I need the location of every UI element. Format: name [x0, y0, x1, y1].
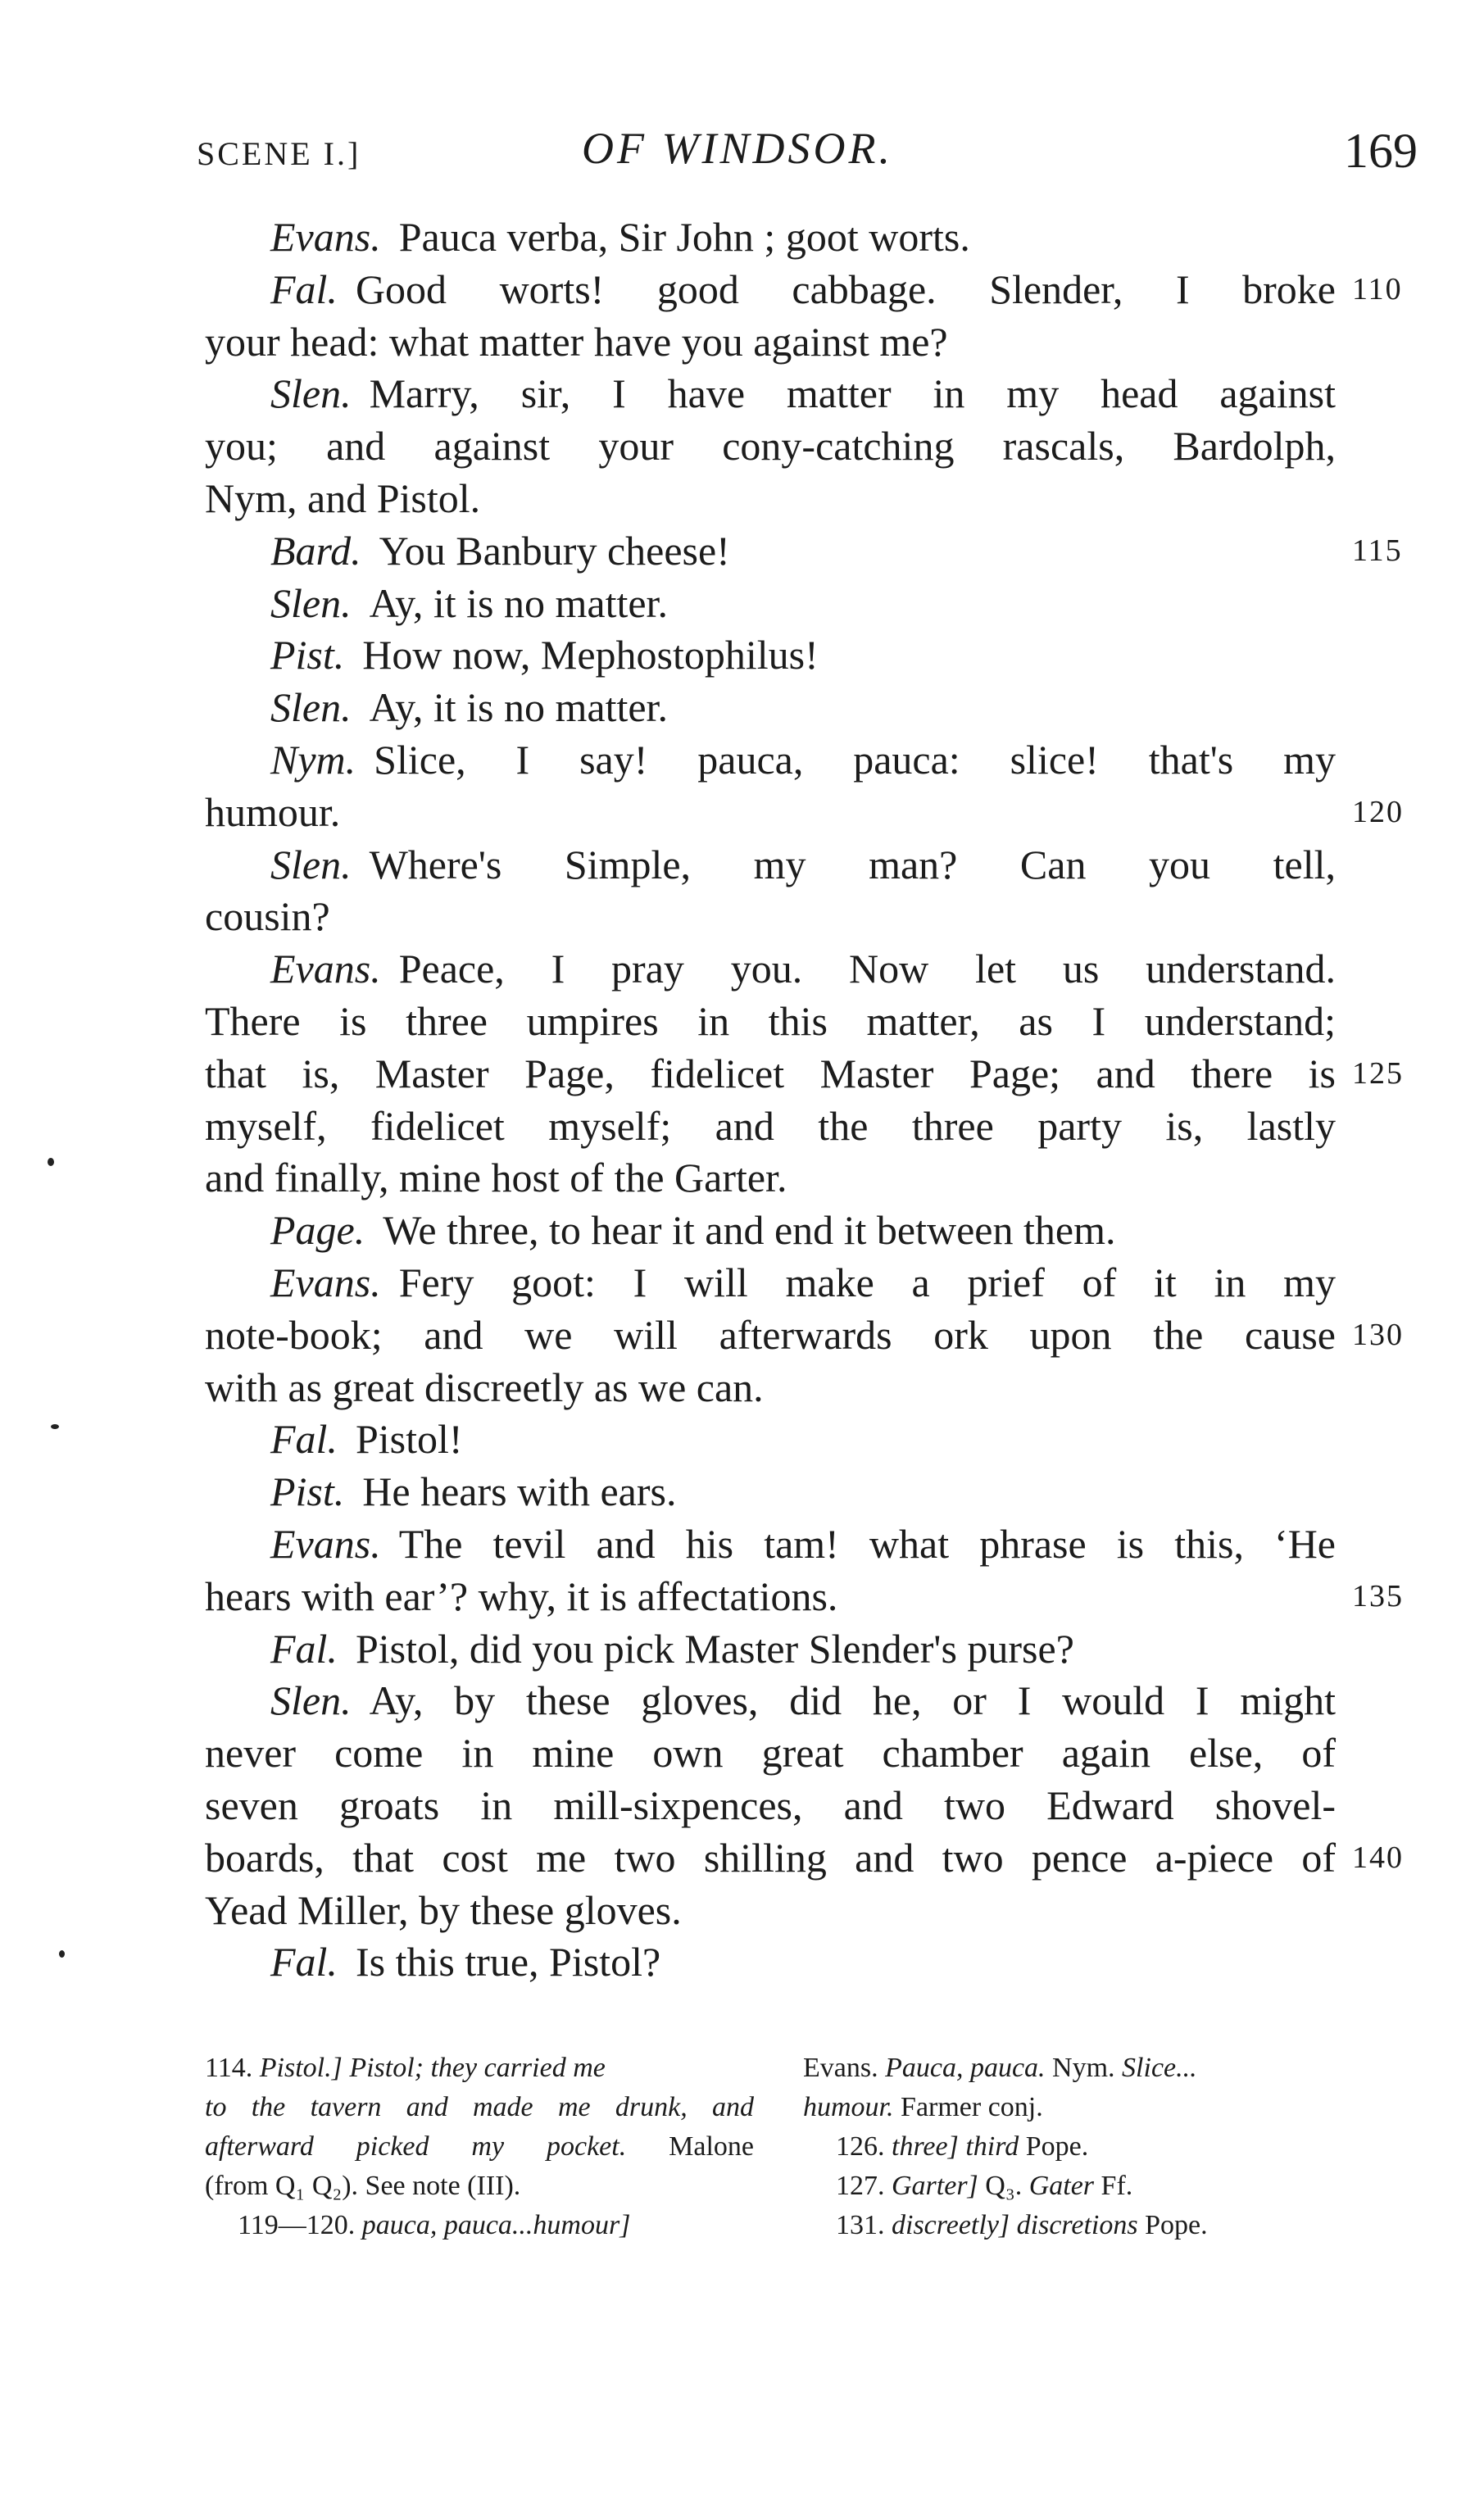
footnote-segment: Gater: [1028, 2171, 1095, 2201]
footnote-segment: Pistol.] Pistol; they carried me: [259, 2053, 606, 2083]
text-line: [205, 211, 1336, 264]
text-line: [205, 839, 1336, 892]
text-line: [205, 1152, 1336, 1205]
footnote-line: [803, 2167, 1385, 2206]
text-line: [205, 891, 1336, 943]
line-number: 125: [1352, 1055, 1404, 1091]
footnote-line: [205, 2049, 754, 2088]
stray-mark: [51, 1424, 59, 1429]
footnote-segment: to the tavern and made me drunk, and: [205, 2092, 754, 2122]
footnote-segment: humour.: [803, 2092, 894, 2122]
text-line: [205, 943, 1336, 996]
speech-text: Ay, it is no matter.: [369, 684, 668, 731]
text-line: [205, 1518, 1336, 1571]
footnote-segment: Slice...: [1122, 2053, 1197, 2083]
footnote-segment: discreetly] discretions: [892, 2210, 1138, 2240]
text-line: [205, 473, 1336, 525]
speech-text: hears with ear’? why, it is affectations.: [205, 1572, 838, 1619]
speech-text: Ay, by these gloves, did he, or I would I might: [369, 1677, 1336, 1724]
speech-text: Good worts! good cabbage. Slender, I broke: [355, 265, 1336, 312]
text-line: [205, 1885, 1336, 1937]
speech-text: Yead Miller, by these gloves.: [205, 1886, 682, 1933]
footnote-segment: afterward picked my pocket.: [205, 2131, 627, 2162]
footnote-segment: three] third: [892, 2131, 1019, 2162]
speech-text: Pauca verba, Sir John ; goot worts.: [398, 214, 970, 260]
speech-text: myself, fidelicet myself; and the three party is, lastly: [205, 1102, 1336, 1149]
speech-text: We three, to hear it and end it between them.: [383, 1207, 1116, 1254]
footnote-segment: Nym.: [1045, 2053, 1123, 2083]
footnote-segment: Evans.: [803, 2053, 886, 2083]
text-line: [205, 1048, 1404, 1100]
text-line: [205, 1414, 1336, 1466]
speaker-name: Evans.: [270, 1259, 381, 1305]
footnote-segment: 119—120.: [238, 2210, 362, 2240]
footnote-line: [803, 2206, 1385, 2245]
footnote-line: [205, 2127, 754, 2167]
text-line: [205, 1100, 1336, 1153]
text-line: [205, 1257, 1336, 1309]
line-number: 130: [1352, 1317, 1404, 1352]
footnote-line: [205, 2167, 754, 2206]
footnote-segment: 114.: [205, 2053, 260, 2083]
speech-text: your head: what matter have you against me?: [205, 318, 948, 365]
speaker-name: Slen.: [270, 579, 352, 626]
footnotes-right-column: [803, 2049, 1385, 2245]
footnote-segment: Pope.: [1019, 2131, 1089, 2162]
speaker-name: Evans.: [270, 946, 381, 992]
text-line: [205, 1466, 1336, 1518]
line-number: 120: [1352, 794, 1404, 829]
text-line: [205, 1362, 1336, 1414]
footnote-segment: 127.: [836, 2171, 892, 2201]
speech-text: Is this true, Pistol?: [355, 1939, 661, 1985]
speaker-name: Pist.: [270, 1468, 345, 1515]
text-line: [205, 629, 1336, 682]
speaker-name: Fal.: [270, 1939, 338, 1985]
footnote-line: [803, 2049, 1385, 2088]
speech-text: Fery goot: I will make a prief of it in my: [398, 1259, 1336, 1305]
line-number: 115: [1352, 533, 1403, 568]
speech-text: Marry, sir, I have matter in my head against: [369, 370, 1336, 417]
text-line: [205, 264, 1403, 316]
speech-text: The tevil and his tam! what phrase is this, ‘He: [398, 1520, 1336, 1567]
speaker-name: Evans.: [270, 214, 381, 260]
speaker-name: Fal.: [270, 1416, 338, 1463]
speech-text: Pistol!: [355, 1416, 463, 1463]
text-line: [205, 1832, 1404, 1885]
text-line: [205, 368, 1336, 420]
text-line: [205, 525, 1403, 578]
speaker-name: Slen.: [270, 841, 352, 887]
speech-text: Slice, I say! pauca, pauca: slice! that's my: [374, 736, 1336, 783]
footnote-line: [803, 2088, 1385, 2127]
footnote-segment: 131.: [836, 2210, 892, 2240]
footnote-line: [205, 2088, 754, 2127]
footnote-line: [803, 2127, 1385, 2167]
line-number: 110: [1352, 271, 1403, 306]
speaker-name: Slen.: [270, 1677, 352, 1724]
text-line: [205, 682, 1336, 734]
speech-text: How now, Mephostophilus!: [362, 632, 819, 678]
footnote-segment: Q₃.: [978, 2171, 1029, 2201]
footnotes-left-column: [205, 2049, 754, 2245]
speech-text: cousin?: [205, 893, 330, 940]
scene-label: SCENE I.]: [197, 135, 361, 172]
speech-text: Where's Simple, my man? Can you tell,: [369, 841, 1336, 887]
speaker-name: Pist.: [270, 632, 345, 678]
page-number: 169: [1344, 124, 1418, 178]
footnote-segment: Pope.: [1137, 2210, 1208, 2240]
speech-text: never come in mine own great chamber again else, of: [205, 1730, 1336, 1777]
speech-text: He hears with ears.: [362, 1468, 677, 1515]
speaker-name: Page.: [270, 1207, 365, 1254]
speech-text: Pistol, did you pick Master Slender's purse?: [355, 1625, 1074, 1672]
text-line: [205, 1309, 1404, 1362]
running-header: [197, 123, 1418, 180]
speech-text: Peace, I pray you. Now let us understand.: [398, 946, 1336, 992]
text-line: [205, 1205, 1336, 1257]
speech-text: with as great discreetly as we can.: [205, 1364, 764, 1410]
speaker-name: Fal.: [270, 265, 338, 312]
line-number: 140: [1352, 1840, 1404, 1875]
speech-text: boards, that cost me two shilling and two pence a-piece of: [205, 1834, 1336, 1881]
footnote-line: [205, 2206, 754, 2245]
speech-text: and finally, mine host of the Garter.: [205, 1155, 787, 1201]
speaker-name: Slen.: [270, 370, 352, 417]
speaker-name: Evans.: [270, 1520, 381, 1567]
text-line: [205, 1571, 1404, 1623]
stray-mark: [48, 1158, 54, 1166]
speech-text: that is, Master Page, fidelicet Master Page; and there is: [205, 1050, 1336, 1096]
footnote-segment: Pauca, pauca.: [885, 2053, 1046, 2083]
footnote-segment: Malone: [626, 2131, 754, 2162]
text-line: [205, 578, 1336, 630]
speech-text: note-book; and we will afterwards ork upon the cause: [205, 1311, 1336, 1358]
speech-text: you; and against your cony-catching rascals, Bardolph,: [205, 423, 1336, 470]
speaker-name: Bard.: [270, 527, 361, 574]
text-line: [205, 420, 1336, 473]
footnote-segment: 126.: [836, 2131, 892, 2162]
speech-text: You Banbury cheese!: [379, 527, 730, 574]
text-line: [205, 787, 1404, 839]
text-line: [205, 734, 1336, 787]
footnote-segment: pauca, pauca...humour]: [361, 2210, 631, 2240]
text-line: [205, 1727, 1336, 1780]
speaker-name: Nym.: [270, 736, 356, 783]
speech-text: humour.: [205, 788, 341, 835]
footnote-segment: Ff.: [1094, 2171, 1133, 2201]
play-text: [205, 211, 1404, 1989]
speech-text: There is three umpires in this matter, as I understand;: [205, 997, 1336, 1044]
speech-text: seven groats in mill-sixpences, and two Edward shovel-: [205, 1781, 1336, 1828]
speech-text: Nym, and Pistol.: [205, 474, 481, 521]
line-number: 135: [1352, 1578, 1404, 1613]
speaker-name: Fal.: [270, 1625, 338, 1672]
text-line: [205, 1623, 1336, 1676]
text-line: [205, 1675, 1336, 1727]
text-line: [205, 996, 1336, 1048]
text-line: [205, 1780, 1336, 1832]
stray-mark: [59, 1950, 65, 1958]
footnote-segment: (from Q₁ Q₂). See note (III).: [205, 2171, 521, 2201]
speech-text: Ay, it is no matter.: [369, 579, 668, 626]
footnote-segment: Garter]: [892, 2171, 978, 2201]
speaker-name: Slen.: [270, 684, 352, 731]
text-line: [205, 316, 1336, 369]
footnote-segment: Farmer conj.: [893, 2092, 1043, 2122]
page-title: OF WINDSOR.: [582, 124, 893, 173]
text-line: [205, 1936, 1336, 1989]
